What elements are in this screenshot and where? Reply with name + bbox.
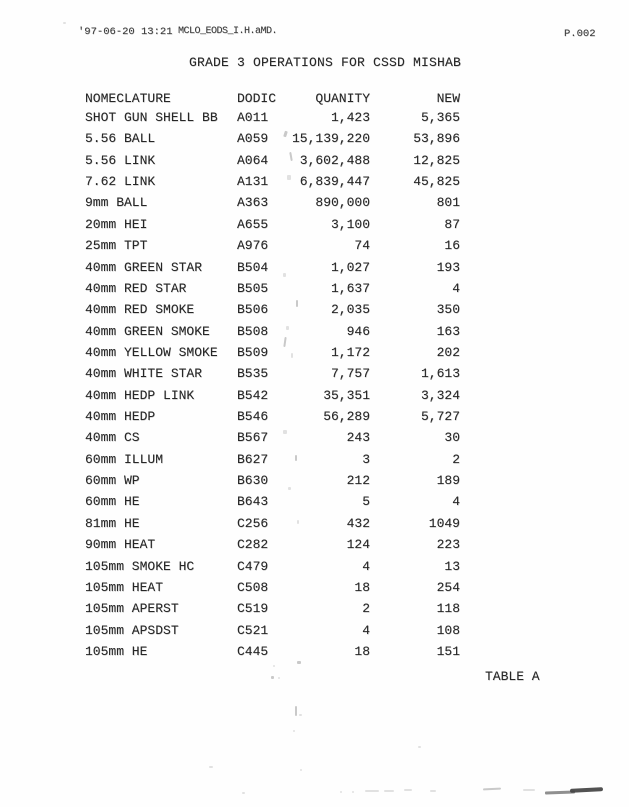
- cell-new: 108: [436, 622, 460, 638]
- cell-dodic: A655: [237, 216, 269, 232]
- table-row: [85, 452, 465, 473]
- table-row: [85, 559, 465, 580]
- scan-artifact: [295, 455, 297, 461]
- scan-artifact: [365, 790, 379, 792]
- scan-artifact: [283, 273, 286, 277]
- cell-quantity: 243: [346, 430, 370, 446]
- cell-quantity: 1,423: [330, 110, 370, 125]
- cell-new: 1,613: [420, 366, 460, 382]
- cell-new: 16: [444, 238, 460, 254]
- scan-artifact: [299, 714, 302, 716]
- table-row: [85, 516, 465, 537]
- cell-new: 1049: [428, 515, 460, 531]
- cell-dodic: C445: [237, 643, 269, 659]
- cell-quantity: 18: [354, 643, 370, 659]
- ammunition-table: [85, 91, 465, 665]
- scan-artifact: [287, 175, 291, 180]
- table-row: [85, 388, 465, 409]
- cell-quantity: 74: [354, 238, 370, 254]
- cell-nomenclature: 40mm CS: [85, 430, 140, 446]
- cell-quantity: 3: [362, 451, 370, 467]
- table-row: [85, 366, 465, 387]
- scan-artifact: [297, 520, 299, 524]
- scan-artifact: [352, 791, 354, 793]
- scan-artifact: [300, 769, 302, 771]
- cell-dodic: B508: [237, 323, 269, 339]
- scan-artifact: [523, 789, 535, 791]
- cell-nomenclature: 5.56 LINK: [85, 152, 156, 168]
- scan-artifact: [384, 790, 394, 792]
- scan-artifact: [273, 665, 275, 667]
- fax-sender-id: MCLO_EODS_I.H.aMD.: [178, 26, 278, 37]
- cell-nomenclature: 5.56 BALL: [85, 131, 156, 147]
- cell-nomenclature: 40mm GREEN SMOKE: [85, 323, 210, 339]
- cell-dodic: C521: [237, 622, 269, 638]
- table-row: [85, 430, 465, 451]
- cell-new: 202: [436, 344, 460, 360]
- cell-quantity: 2: [362, 601, 370, 617]
- scan-artifact: [271, 676, 274, 679]
- cell-new: 13: [444, 558, 460, 574]
- scan-artifact: [430, 790, 436, 792]
- cell-quantity: 432: [346, 515, 370, 531]
- cell-quantity: 1,027: [330, 259, 370, 275]
- table-row: [85, 174, 465, 195]
- cell-dodic: A131: [237, 174, 269, 190]
- cell-quantity: 15,139,220: [291, 131, 370, 147]
- cell-nomenclature: 60mm WP: [85, 473, 140, 489]
- cell-nomenclature: 105mm HE: [85, 643, 148, 659]
- cell-new: 2: [452, 451, 460, 467]
- column-header-quantity: QUANITY: [315, 91, 370, 106]
- cell-new: 118: [436, 601, 460, 617]
- cell-new: 350: [436, 302, 460, 318]
- cell-dodic: A011: [237, 110, 269, 125]
- cell-quantity: 18: [354, 579, 370, 595]
- cell-new: 801: [436, 195, 460, 211]
- cell-new: 223: [436, 537, 460, 553]
- table-row: [85, 494, 465, 515]
- fax-page-number: P.002: [564, 28, 596, 40]
- cell-dodic: A059: [237, 131, 269, 147]
- cell-nomenclature: 60mm HE: [85, 494, 140, 510]
- scan-artifact: [418, 746, 421, 748]
- cell-new: 4: [452, 494, 460, 510]
- cell-nomenclature: 40mm RED STAR: [85, 280, 187, 296]
- table-row: [85, 601, 465, 622]
- cell-quantity: 3,602,488: [299, 152, 370, 168]
- cell-dodic: B643: [237, 494, 269, 510]
- cell-quantity: 35,351: [323, 387, 370, 403]
- scan-artifact: [293, 730, 295, 732]
- cell-nomenclature: SHOT GUN SHELL BB: [85, 110, 218, 125]
- cell-quantity: 890,000: [315, 195, 370, 211]
- cell-new: 151: [436, 643, 460, 659]
- cell-quantity: 946: [346, 323, 370, 339]
- table-footer-label: TABLE A: [485, 669, 540, 684]
- cell-new: 45,825: [413, 174, 460, 190]
- scan-artifact: [295, 706, 297, 716]
- table-row: [85, 644, 465, 665]
- cell-nomenclature: 105mm HEAT: [85, 579, 164, 595]
- column-header-dodic: DODIC: [237, 91, 277, 106]
- scan-artifact: [297, 661, 301, 664]
- scan-artifact: [296, 300, 298, 307]
- column-header-nomenclature: NOMECLATURE: [85, 91, 171, 106]
- cell-nomenclature: 90mm HEAT: [85, 537, 156, 553]
- table-row: [85, 537, 465, 558]
- cell-dodic: B535: [237, 366, 269, 382]
- cell-nomenclature: 40mm WHITE STAR: [85, 366, 203, 382]
- cell-quantity: 56,289: [323, 409, 370, 425]
- cell-quantity: 4: [362, 622, 370, 638]
- table-row: [85, 623, 465, 644]
- cell-new: 5,727: [420, 409, 460, 425]
- cell-quantity: 3,100: [330, 216, 370, 232]
- cell-new: 30: [444, 430, 460, 446]
- cell-quantity: 4: [362, 558, 370, 574]
- cell-dodic: C282: [237, 537, 269, 553]
- cell-quantity: 1,172: [330, 344, 370, 360]
- scan-artifact: [209, 766, 213, 768]
- table-body: [85, 110, 465, 665]
- cell-nomenclature: 40mm HEDP: [85, 409, 156, 425]
- table-row: [85, 110, 465, 131]
- cell-dodic: B509: [237, 344, 269, 360]
- cell-dodic: B542: [237, 387, 269, 403]
- column-header-new: NEW: [436, 91, 460, 106]
- cell-nomenclature: 40mm RED SMOKE: [85, 302, 195, 318]
- scan-artifact: [283, 430, 287, 434]
- table-row: [85, 217, 465, 238]
- cell-dodic: B506: [237, 302, 269, 318]
- table-row: [85, 302, 465, 323]
- cell-new: 5,365: [420, 110, 460, 125]
- cell-nomenclature: 81mm HE: [85, 515, 140, 531]
- cell-new: 53,896: [413, 131, 460, 147]
- cell-quantity: 6,839,447: [299, 174, 370, 190]
- table-row: [85, 238, 465, 259]
- cell-new: 4: [452, 280, 460, 296]
- cell-dodic: B627: [237, 451, 269, 467]
- scan-artifact: [278, 677, 280, 679]
- table-row: [85, 580, 465, 601]
- table-row: [85, 153, 465, 174]
- cell-dodic: B630: [237, 473, 269, 489]
- cell-dodic: B504: [237, 259, 269, 275]
- cell-nomenclature: 20mm HEI: [85, 216, 148, 232]
- cell-nomenclature: 105mm SMOKE HC: [85, 558, 195, 574]
- scan-artifact: [288, 487, 291, 490]
- cell-dodic: B567: [237, 430, 269, 446]
- table-row: [85, 473, 465, 494]
- scan-artifact: [483, 788, 501, 791]
- scan-artifact: [291, 353, 293, 358]
- table-row: [85, 195, 465, 216]
- cell-nomenclature: 9mm BALL: [85, 195, 148, 211]
- table-row: [85, 409, 465, 430]
- cell-nomenclature: 40mm YELLOW SMOKE: [85, 344, 218, 360]
- cell-nomenclature: 40mm GREEN STAR: [85, 259, 203, 275]
- cell-new: 3,324: [420, 387, 460, 403]
- cell-new: 189: [436, 473, 460, 489]
- cell-quantity: 5: [362, 494, 370, 510]
- cell-dodic: A363: [237, 195, 269, 211]
- cell-dodic: C519: [237, 601, 269, 617]
- table-row: [85, 324, 465, 345]
- cell-new: 12,825: [413, 152, 460, 168]
- cell-quantity: 212: [346, 473, 370, 489]
- cell-new: 163: [436, 323, 460, 339]
- cell-dodic: A064: [237, 152, 269, 168]
- scan-artifact: [63, 22, 66, 24]
- table-row: [85, 281, 465, 302]
- page-title: GRADE 3 OPERATIONS FOR CSSD MISHAB: [189, 55, 462, 70]
- cell-nomenclature: 7.62 LINK: [85, 174, 156, 190]
- table-row: [85, 345, 465, 366]
- cell-quantity: 7,757: [330, 366, 370, 382]
- cell-nomenclature: 105mm APERST: [85, 601, 179, 617]
- cell-nomenclature: 60mm ILLUM: [85, 451, 164, 467]
- cell-quantity: 2,035: [330, 302, 370, 318]
- scan-smear: [570, 787, 603, 793]
- cell-dodic: B505: [237, 280, 269, 296]
- table-row: [85, 260, 465, 281]
- cell-dodic: C256: [237, 515, 269, 531]
- scan-artifact: [286, 326, 289, 330]
- cell-new: 87: [444, 216, 460, 232]
- cell-nomenclature: 25mm TPT: [85, 238, 148, 254]
- scan-artifact: [340, 791, 342, 793]
- fax-timestamp: '97-06-20 13:21: [78, 26, 173, 38]
- table-header-row: [85, 91, 465, 110]
- scan-artifact: [242, 792, 245, 794]
- scan-artifact: [404, 789, 412, 791]
- cell-dodic: C479: [237, 558, 269, 574]
- cell-new: 193: [436, 259, 460, 275]
- cell-dodic: B546: [237, 409, 269, 425]
- cell-nomenclature: 105mm APSDST: [85, 622, 179, 638]
- cell-new: 254: [436, 579, 460, 595]
- cell-dodic: C508: [237, 579, 269, 595]
- cell-dodic: A976: [237, 238, 269, 254]
- cell-quantity: 124: [346, 537, 370, 553]
- cell-nomenclature: 40mm HEDP LINK: [85, 387, 195, 403]
- table-row: [85, 131, 465, 152]
- cell-quantity: 1,637: [330, 280, 370, 296]
